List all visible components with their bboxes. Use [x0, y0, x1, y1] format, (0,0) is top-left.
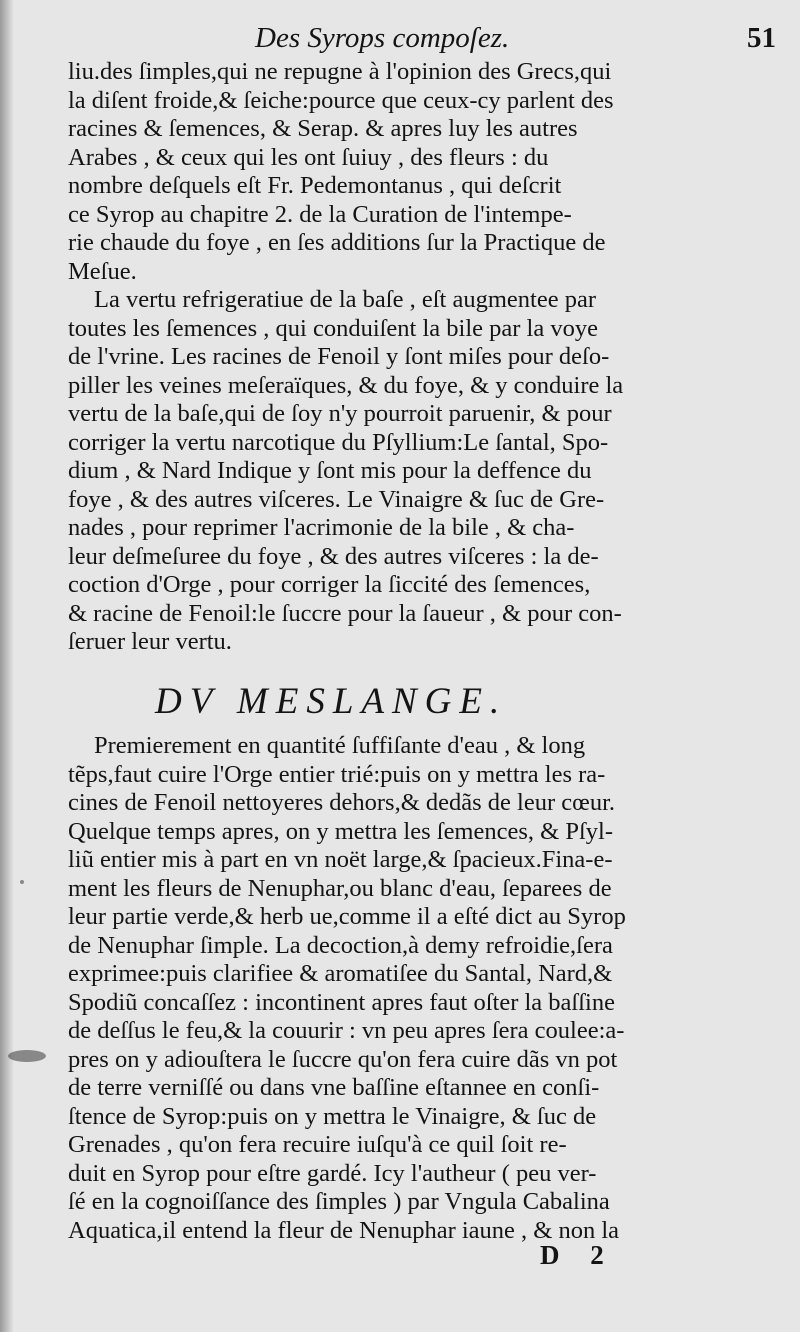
text-line: ment les fleurs de Nenuphar,ou blanc d'eau, ſeparees de [68, 874, 612, 902]
text-line: & racine de Fenoil:le ſuccre pour la ſaueur , & pour con- [68, 599, 622, 627]
text-line: ſeruer leur vertu. [68, 628, 232, 655]
text-line: Spodiũ concaſſez : incontinent apres faut oſter la baſſine [68, 988, 615, 1016]
text-line: nombre deſquels eſt Fr. Pedemontanus , qui deſcrit [68, 172, 562, 199]
text-line: corriger la vertu narcotique du Pſyllium:Le ſantal, Spo- [68, 428, 609, 456]
text-line: Arabes , & ceux qui les ont ſuiuy , des fleurs : du [68, 143, 549, 171]
signature-mark: D 2 [540, 1240, 616, 1270]
text-line: pres on y adiouſtera le ſuccre qu'on fera cuire dãs vn pot [68, 1045, 618, 1073]
text-line: ce Syrop au chapitre 2. de la Curation de l'intempe- [68, 200, 572, 228]
text-line: racines & ſemences, & Serap. & apres luy les autres [68, 115, 578, 142]
text-line: Aquatica,il entend la fleur de Nenuphar iaune , & non la [68, 1216, 620, 1244]
text-line: liũ entier mis à part en vn noët large,& ſpacieux.Fina-e- [68, 846, 613, 873]
text-line: de deſſus le feu,& la couurir : vn peu apres ſera coulee:a- [68, 1017, 625, 1044]
text-line: coction d'Orge , pour corriger la ſiccité des ſemences, [68, 571, 591, 598]
text-line: toutes les ſemences , qui conduiſent la bile par la voye [68, 314, 598, 342]
text-line: de l'vrine. Les racines de Fenoil y ſont miſes pour deſo- [68, 343, 610, 370]
text-line: de terre verniſſé ou dans vne baſſine eſtannee en conſi- [68, 1074, 600, 1101]
ink-speck [8, 1050, 46, 1062]
section-heading: DV MESLANGE. [155, 681, 508, 722]
text-line: nades , pour reprimer l'acrimonie de la bile , & cha- [68, 514, 575, 541]
text-line: la diſent froide,& ſeiche:pource que ceux-cy parlent des [68, 86, 614, 114]
text-line: Quelque temps apres, on y mettra les ſemences, & Pſyl- [68, 817, 613, 845]
text-line: dium , & Nard Indique y ſont mis pour la deffence du [68, 457, 592, 484]
text-line: Grenades , qu'on fera recuire iuſqu'à ce quil ſoit re- [68, 1131, 567, 1158]
text-line: ſtence de Syrop:puis on y mettra le Vinaigre, & ſuc de [68, 1102, 597, 1130]
text-line: Premierement en quantité ſuffiſante d'eau , & long [94, 732, 586, 759]
text-line: duit en Syrop pour eſtre gardé. Icy l'autheur ( peu ver- [68, 1159, 597, 1187]
text-line: vertu de la baſe,qui de ſoy n'y pourroit paruenir, & pour [68, 400, 612, 427]
text-line: leur partie verde,& herb ue,comme il a eſté dict au Syrop [68, 903, 626, 930]
page-number: 51 [747, 22, 776, 54]
text-line: ſé en la cognoiſſance des ſimples ) par Vngula Cabalina [68, 1188, 610, 1215]
text-line: piller les veines meſeraïques, & du foye, & y conduire la [68, 371, 624, 399]
text-block-bottom [68, 732, 680, 1245]
text-line: La vertu refrigeratiue de la baſe , eſt augmentee par [94, 286, 596, 313]
ink-speck [20, 880, 24, 884]
page-header [70, 18, 776, 58]
text-line: liu.des ſimples,qui ne repugne à l'opinion des Grecs,qui [68, 58, 612, 85]
text-line: exprimee:puis clarifiee & aromatiſee du Santal, Nard,& [68, 960, 613, 987]
text-line: de Nenuphar ſimple. La decoction,à demy refroidie,ſera [68, 931, 613, 959]
text-line: rie chaude du foye , en ſes additions ſur la Practique de [68, 229, 606, 256]
text-line: leur deſmeſuree du foye , & des autres viſceres : la de- [68, 542, 599, 570]
text-block-top [68, 58, 680, 657]
running-title: Des Syrops compoſez. [255, 22, 510, 54]
text-line: foye , & des autres viſceres. Le Vinaigre & ſuc de Gre- [68, 485, 605, 513]
text-line: Meſue. [68, 257, 137, 285]
text-line: cines de Fenoil nettoyeres dehors,& dedãs de leur cœur. [68, 789, 616, 816]
text-line: tẽps,faut cuire l'Orge entier trié:puis on y mettra les ra- [68, 760, 606, 788]
binding-gutter [0, 0, 14, 1332]
